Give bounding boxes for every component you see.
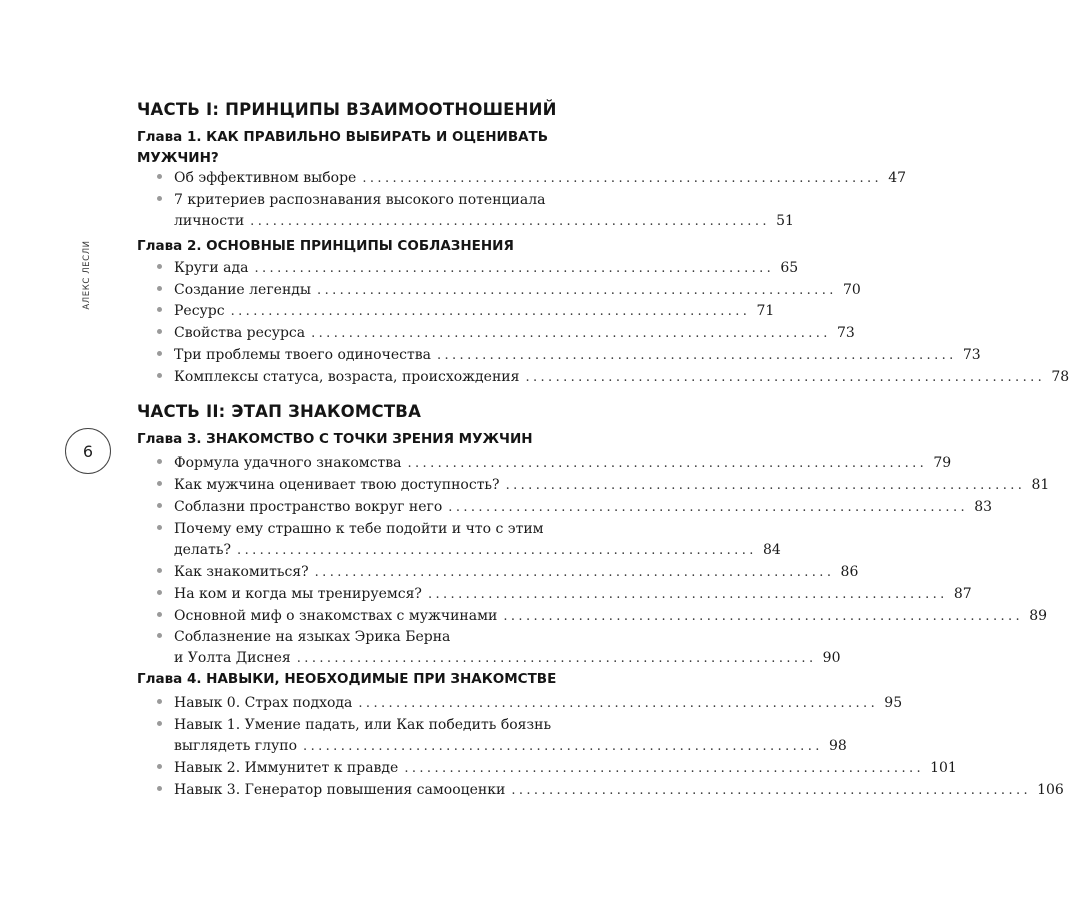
toc-entry[interactable]: На ком и когда мы тренируемся? ..................................................................... 87 (174, 584, 570, 605)
toc-page-number: 95 (884, 695, 903, 711)
toc-entry[interactable]: Комплексы статуса, возраста, происхождения ..................................................................... 78 (174, 367, 570, 388)
toc-entry[interactable]: Основной миф о знакомствах с мужчинами ..................................................................... 89 (174, 606, 570, 627)
bullet-icon (157, 590, 162, 595)
bullet-icon (157, 459, 162, 464)
bullet-icon (157, 196, 162, 201)
bullet-icon (157, 633, 162, 638)
toc-page-number: 73 (837, 325, 855, 341)
running-author-name: АЛЕКС ЛЕСЛИ (82, 240, 92, 310)
bullet-icon (157, 699, 162, 704)
toc-entry[interactable]: Навык 3. Генератор повышения самооценки ..................................................................... 106 (174, 780, 570, 801)
toc-page-number: 47 (888, 170, 907, 186)
chapter-title: Глава 2. ОСНОВНЫЕ ПРИНЦИПЫ СОБЛАЗНЕНИЯ (137, 238, 514, 254)
chapter-title: Глава 3. ЗНАКОМСТВО С ТОЧКИ ЗРЕНИЯ МУЖЧИН (137, 431, 533, 447)
bullet-icon (157, 307, 162, 312)
bullet-icon (157, 174, 162, 179)
toc-page-number: 71 (756, 303, 775, 319)
toc-entry[interactable]: Ресурс ..................................................................... 71 (174, 301, 570, 322)
bullet-icon (157, 286, 162, 291)
toc-entry[interactable]: Создание легенды ..................................................................... 70 (174, 280, 570, 301)
chapter-title: Глава 1. КАК ПРАВИЛЬНО ВЫБИРАТЬ И ОЦЕНИВАТЬ МУЖЧИН? (137, 129, 549, 166)
toc-entry[interactable]: Как знакомиться? ..................................................................... 86 (174, 562, 570, 583)
toc-page-number: 86 (840, 564, 859, 580)
toc-page-number: 73 (962, 347, 981, 363)
bullet-icon (157, 786, 162, 791)
toc-entry[interactable]: Навык 0. Страх подхода ..................................................................... 95 (174, 693, 570, 714)
toc-entry[interactable]: Почему ему страшно к тебе подойти и что с этим делать? ..................................................................... 84 (174, 519, 570, 561)
toc-page-number: 65 (780, 260, 799, 276)
part-title: ЧАСТЬ II: ЭТАП ЗНАКОМСТВА (137, 402, 422, 421)
toc-page-number: 98 (828, 738, 847, 754)
bullet-icon (157, 329, 162, 334)
page-number: 6 (65, 428, 111, 474)
toc-entry[interactable]: Формула удачного знакомства ..................................................................... 79 (174, 453, 570, 474)
toc-page-number: 106 (1037, 782, 1064, 798)
bullet-icon (157, 525, 162, 530)
bullet-icon (157, 481, 162, 486)
toc-entry[interactable]: Об эффективном выборе ..................................................................... 47 (174, 168, 570, 189)
bullet-icon (157, 351, 162, 356)
bullet-icon (157, 721, 162, 726)
bullet-icon (157, 373, 162, 378)
toc-page-number: 83 (974, 499, 993, 515)
part-title: ЧАСТЬ I: ПРИНЦИПЫ ВЗАИМООТНОШЕНИЙ (137, 100, 557, 119)
toc-entry[interactable]: Как мужчина оценивает твою доступность? ..................................................................... 81 (174, 475, 570, 496)
chapter-title: Глава 4. НАВЫКИ, НЕОБХОДИМЫЕ ПРИ ЗНАКОМСТВЕ (137, 671, 557, 687)
toc-entry[interactable]: Навык 1. Умение падать, или Как победить боязнь выглядеть глупо ..................................................................... 98 (174, 715, 570, 757)
bullet-icon (157, 764, 162, 769)
toc-entry[interactable]: Круги ада ..................................................................... 65 (174, 258, 570, 279)
toc-entry[interactable]: Свойства ресурса ..................................................................... 73 (174, 323, 570, 344)
toc-entry[interactable]: Навык 2. Иммунитет к правде ..................................................................... 101 (174, 758, 570, 779)
toc-entry[interactable]: Соблазнение на языках Эрика Берна и Уолта Диснея ..................................................................... 90 (174, 627, 570, 669)
bullet-icon (157, 568, 162, 573)
toc-page-number: 78 (1051, 369, 1069, 385)
toc-entry[interactable]: Три проблемы твоего одиночества ..................................................................... 73 (174, 345, 570, 366)
toc-page-number: 101 (930, 760, 957, 776)
toc-page-number: 70 (842, 282, 861, 298)
toc-entry[interactable]: Соблазни пространство вокруг него ..................................................................... 83 (174, 497, 570, 518)
toc-page-number: 90 (822, 650, 841, 666)
toc-page-number: 79 (933, 455, 952, 471)
toc-page-number: 51 (776, 213, 794, 229)
toc-page-number: 81 (1031, 477, 1050, 493)
bullet-icon (157, 503, 162, 508)
toc-entry[interactable]: 7 критериев распознавания высокого потенциала личности ..................................................................... 51 (174, 190, 570, 232)
bullet-icon (157, 264, 162, 269)
toc-page-number: 89 (1029, 608, 1048, 624)
toc-page-number: 84 (762, 542, 781, 558)
bullet-icon (157, 612, 162, 617)
toc-page-number: 87 (953, 586, 972, 602)
